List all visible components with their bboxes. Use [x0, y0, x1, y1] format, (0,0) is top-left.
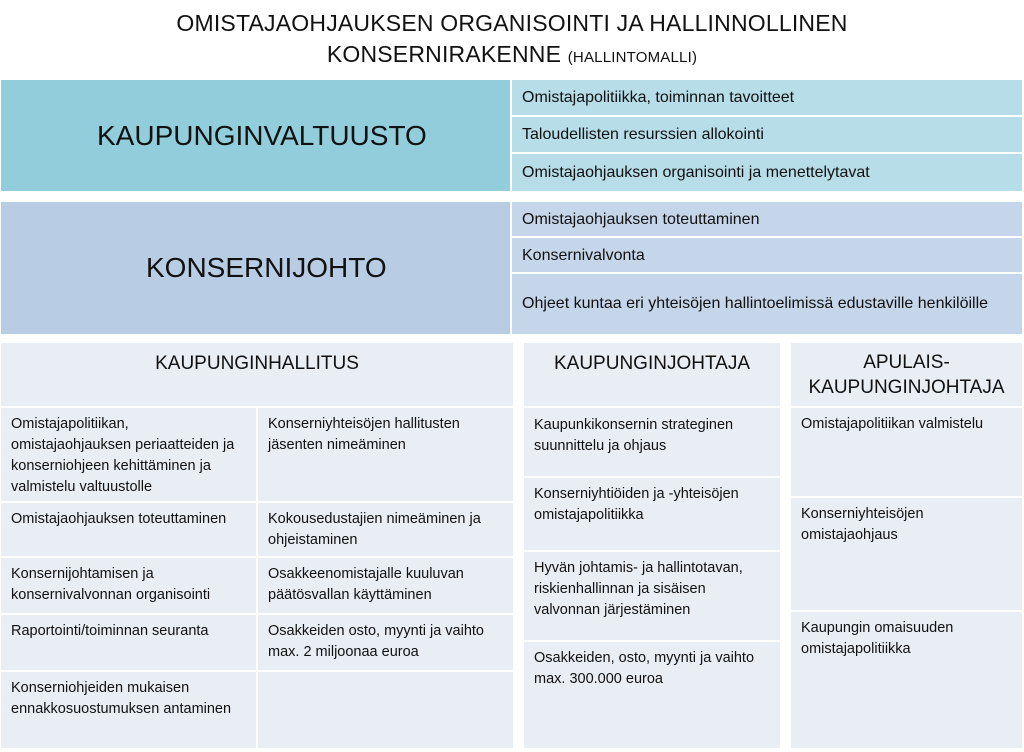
hallitus-right-cell	[258, 503, 513, 556]
hallitus-right-text: Konserniyhteisöjen hallitusten jäsenten nimeäminen	[268, 416, 460, 453]
hallitus-right-cell	[258, 672, 513, 748]
konsernijohto-label: KONSERNIJOHTO	[146, 252, 387, 283]
apulais-text: Kaupungin omaisuuden omistajapolitiikka	[801, 620, 954, 657]
konsernijohto-item	[512, 202, 1022, 236]
title-line-1: OMISTAJAOHJAUKSEN ORGANISOINTI JA HALLINNOLLINEN	[176, 10, 848, 36]
apulais-text: Omistajapolitiikan valmistelu	[801, 416, 984, 432]
valtuusto-item-text: Taloudellisten resurssien allokointi	[522, 126, 764, 143]
hallitus-right-text: Osakkeenomistajalle kuuluvan päätösvallan käyttäminen	[268, 566, 464, 603]
johtaja-cell	[524, 478, 780, 550]
hallitus-right-cell	[258, 615, 513, 670]
johtaja-text: Osakkeiden, osto, myynti ja vaihto max. 300.000 euroa	[534, 650, 755, 687]
johtaja-text: Kaupunkikonsernin strateginen suunnittelu ja ohjaus	[534, 417, 734, 454]
apulais-label-line-2: KAUPUNGINJOHTAJA	[808, 377, 1005, 398]
johtaja-cell	[524, 552, 780, 640]
valtuusto-label-box	[1, 80, 510, 191]
hallitus-right-text: Kokousedustajien nimeäminen ja ohjeistaminen	[268, 511, 481, 548]
title-line-2	[0, 39, 1024, 73]
konsernijohto-item-text: Omistajaohjauksen toteuttaminen	[522, 210, 760, 228]
apulais-label-line-1: APULAIS-	[863, 352, 950, 373]
johtaja-cell	[524, 408, 780, 476]
hallitus-right-text: Osakkeiden osto, myynti ja vaihto max. 2 miljoonaa euroa	[268, 623, 484, 660]
konsernijohto-item-text: Ohjeet kuntaa eri yhteisöjen hallintoelimissä edustaville henkilöille	[522, 295, 989, 312]
hallitus-left-cell	[1, 503, 256, 556]
apulais-cell	[791, 408, 1022, 496]
konsernijohto-item-text: Konsernivalvonta	[522, 246, 645, 264]
johtaja-text: Hyvän johtamis- ja hallintotavan, riskienhallinnan ja sisäisen valvonnan järjestäminen	[534, 560, 743, 618]
hallitus-left-cell	[1, 615, 256, 670]
hallitus-left-text: Raportointi/toiminnan seuranta	[11, 623, 209, 639]
apulais-text: Konserniyhteisöjen omistajaohjaus	[801, 506, 924, 543]
hallitus-left-text: Omistajapolitiikan, omistajaohjauksen periaatteiden ja konserniohjeen kehittäminen ja valmistelu valtuustolle	[11, 416, 235, 495]
hallitus-left-cell	[1, 672, 256, 748]
valtuusto-label: KAUPUNGINVALTUUSTO	[97, 119, 427, 151]
apulais-cell	[791, 498, 1022, 610]
johtaja-label: KAUPUNGINJOHTAJA	[553, 353, 750, 374]
hallitus-right-cell	[258, 558, 513, 613]
valtuusto-item	[512, 80, 1022, 115]
valtuusto-item	[512, 154, 1022, 191]
hallitus-label: KAUPUNGINHALLITUS	[155, 353, 359, 374]
apulais-header	[791, 343, 1022, 406]
valtuusto-item-text: Omistajapolitiikka, toiminnan tavoitteet	[522, 89, 795, 106]
title-line-2-small: (HALLINTOMALLI)	[567, 49, 698, 66]
valtuusto-item	[512, 117, 1022, 152]
hallitus-left-cell	[1, 558, 256, 613]
hallitus-left-text: Omistajaohjauksen toteuttaminen	[11, 511, 227, 527]
title-line-2-main: KONSERNIRAKENNE	[326, 41, 562, 67]
hallitus-left-text: Konserniohjeiden mukaisen ennakkosuostumuksen antaminen	[11, 680, 232, 717]
johtaja-cell	[524, 642, 780, 748]
konsernijohto-label-box	[1, 202, 510, 334]
johtaja-header	[524, 343, 780, 406]
apulais-cell	[791, 612, 1022, 748]
hallitus-header	[1, 343, 513, 406]
johtaja-text: Konserniyhtiöiden ja -yhteisöjen omistajapolitiikka	[534, 486, 739, 523]
hallitus-left-cell	[1, 408, 256, 501]
konsernijohto-item	[512, 274, 1022, 334]
konsernijohto-item	[512, 238, 1022, 272]
hallitus-left-text: Konsernijohtamisen ja konsernivalvonnan organisointi	[11, 566, 211, 603]
diagram-title	[0, 8, 1024, 73]
valtuusto-item-text: Omistajaohjauksen organisointi ja menettelytavat	[522, 164, 870, 181]
hallitus-right-cell	[258, 408, 513, 501]
